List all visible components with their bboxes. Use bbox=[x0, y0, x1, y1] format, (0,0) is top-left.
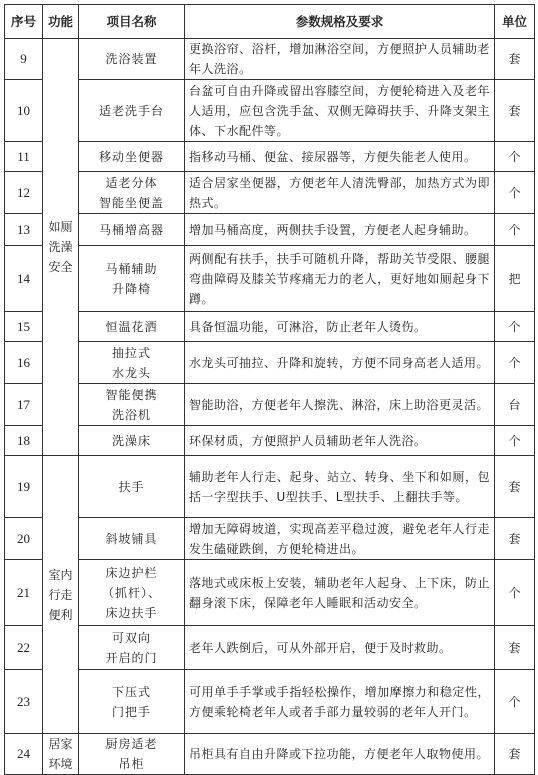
table-row bbox=[5, 172, 535, 214]
table-row bbox=[5, 39, 535, 80]
table-row bbox=[5, 342, 535, 384]
row-spec: 具备恒温功能，可淋浴，防止老年人烫伤。 bbox=[185, 312, 495, 342]
row-spec: 两侧配有扶手，扶手可随机升降，帮助关节受限、腰腿弯曲障碍及膝关节疼痛无力的老人，更好地如厕起身下蹲。 bbox=[185, 246, 495, 312]
row-name: 厨房适老 吊柜 bbox=[79, 734, 185, 775]
row-unit: 套 bbox=[495, 456, 535, 518]
row-spec: 指移动马桶、便盆、接尿器等，方便失能老人使用。 bbox=[185, 142, 495, 172]
row-spec: 可用单手手掌或手指轻松操作，增加摩擦力和稳定性，方便乘轮椅老年人或者手部力量较弱的老年人开门。 bbox=[185, 670, 495, 734]
table-row bbox=[5, 142, 535, 172]
row-num: 18 bbox=[5, 426, 43, 456]
row-unit: 套 bbox=[495, 734, 535, 775]
func-group-indoor-walking bbox=[43, 456, 79, 734]
row-unit: 个 bbox=[495, 560, 535, 626]
table-row bbox=[5, 626, 535, 670]
row-num: 19 bbox=[5, 456, 43, 518]
row-name: 斜坡铺具 bbox=[79, 518, 185, 560]
header-name: 项目名称 bbox=[79, 5, 185, 39]
row-unit: 套 bbox=[495, 39, 535, 80]
row-unit: 个 bbox=[495, 312, 535, 342]
row-num: 21 bbox=[5, 560, 43, 626]
row-spec: 更换浴帘、浴杆，增加淋浴空间，方便照护人员辅助老年人洗浴。 bbox=[185, 39, 495, 80]
row-spec: 环保材质，方便照护人员辅助老年人洗浴。 bbox=[185, 426, 495, 456]
row-spec: 吊柜具有自由升降或下拉功能，方便老年人取物使用。 bbox=[185, 734, 495, 775]
row-name: 适老分体 智能坐便盖 bbox=[79, 172, 185, 214]
header-unit: 单位 bbox=[495, 5, 535, 39]
row-unit: 个 bbox=[495, 172, 535, 214]
row-num: 13 bbox=[5, 214, 43, 246]
func-group-label: 室内 行走 便利 bbox=[48, 567, 73, 622]
func-group-label: 居家 环境 bbox=[48, 737, 73, 771]
row-unit: 把 bbox=[495, 246, 535, 312]
row-unit: 个 bbox=[495, 142, 535, 172]
table-row bbox=[5, 456, 535, 518]
row-name: 抽拉式 水龙头 bbox=[79, 342, 185, 384]
row-spec: 适合居家坐便器，方便老年人清洗臀部，加热方式为即热式。 bbox=[185, 172, 495, 214]
row-name: 恒温花洒 bbox=[79, 312, 185, 342]
equipment-spec-table bbox=[4, 4, 535, 775]
row-num: 10 bbox=[5, 80, 43, 142]
row-num: 23 bbox=[5, 670, 43, 734]
row-spec: 辅助老年人行走、起身、站立、转身、坐下和如厕，包括一字型扶手、U型扶手、L型扶手、上翻扶手等。 bbox=[185, 456, 495, 518]
row-spec: 增加无障碍坡道，实现高差平稳过渡，避免老年人行走发生磕碰跌倒，方便轮椅进出。 bbox=[185, 518, 495, 560]
table-row bbox=[5, 426, 535, 456]
row-unit: 套 bbox=[495, 626, 535, 670]
row-spec: 增加马桶高度，两侧扶手设置，方便老人起身辅助。 bbox=[185, 214, 495, 246]
row-name: 洗澡床 bbox=[79, 426, 185, 456]
row-unit: 套 bbox=[495, 518, 535, 560]
row-unit: 个 bbox=[495, 670, 535, 734]
row-name: 可双向 开启的门 bbox=[79, 626, 185, 670]
header-row bbox=[5, 5, 535, 39]
row-spec: 老年人跌倒后，可从外部开启，便于及时救助。 bbox=[185, 626, 495, 670]
row-spec: 水龙头可抽拉、升降和旋转，方便不同身高老人适用。 bbox=[185, 342, 495, 384]
row-spec: 台盆可自由升降或留出容膝空间，方便轮椅进入及老年人适用，应包含洗手盆、双侧无障碍扶手、升降支架主体、下水配件等。 bbox=[185, 80, 495, 142]
table-row bbox=[5, 734, 535, 775]
table-row bbox=[5, 214, 535, 246]
row-unit: 套 bbox=[495, 80, 535, 142]
row-name: 马桶增高器 bbox=[79, 214, 185, 246]
func-group-toilet-bath bbox=[43, 39, 79, 456]
header-func: 功能 bbox=[43, 5, 79, 39]
row-name: 马桶辅助 升降椅 bbox=[79, 246, 185, 312]
row-name: 洗浴装置 bbox=[79, 39, 185, 80]
table-row bbox=[5, 312, 535, 342]
row-name: 适老洗手台 bbox=[79, 80, 185, 142]
row-num: 24 bbox=[5, 734, 43, 775]
row-unit: 个 bbox=[495, 426, 535, 456]
row-unit: 个 bbox=[495, 342, 535, 384]
row-name: 下压式 门把手 bbox=[79, 670, 185, 734]
row-num: 17 bbox=[5, 384, 43, 426]
row-num: 15 bbox=[5, 312, 43, 342]
row-num: 22 bbox=[5, 626, 43, 670]
row-num: 20 bbox=[5, 518, 43, 560]
row-name: 智能便携 洗浴机 bbox=[79, 384, 185, 426]
table-row bbox=[5, 246, 535, 312]
row-unit: 台 bbox=[495, 384, 535, 426]
row-num: 12 bbox=[5, 172, 43, 214]
table-row bbox=[5, 80, 535, 142]
row-num: 9 bbox=[5, 39, 43, 80]
row-name: 移动坐便器 bbox=[79, 142, 185, 172]
table-row bbox=[5, 670, 535, 734]
row-unit: 个 bbox=[495, 214, 535, 246]
row-name: 扶手 bbox=[79, 456, 185, 518]
row-num: 11 bbox=[5, 142, 43, 172]
func-group-home-environment bbox=[43, 734, 79, 775]
row-name: 床边护栏 （抓杆）、 床边扶手 bbox=[79, 560, 185, 626]
header-num: 序号 bbox=[5, 5, 43, 39]
row-spec: 落地式或床板上安装，辅助老年人起身、上下床，防止翻身滚下床，保障老年人睡眠和活动安全。 bbox=[185, 560, 495, 626]
row-num: 16 bbox=[5, 342, 43, 384]
header-spec: 参数规格及要求 bbox=[185, 5, 495, 39]
row-num: 14 bbox=[5, 246, 43, 312]
table-row bbox=[5, 518, 535, 560]
table-row bbox=[5, 384, 535, 426]
func-group-label: 如厕 洗澡 安全 bbox=[48, 220, 73, 274]
table-row bbox=[5, 560, 535, 626]
row-spec: 智能助浴，方便老年人擦洗、淋浴，床上助浴更灵活。 bbox=[185, 384, 495, 426]
